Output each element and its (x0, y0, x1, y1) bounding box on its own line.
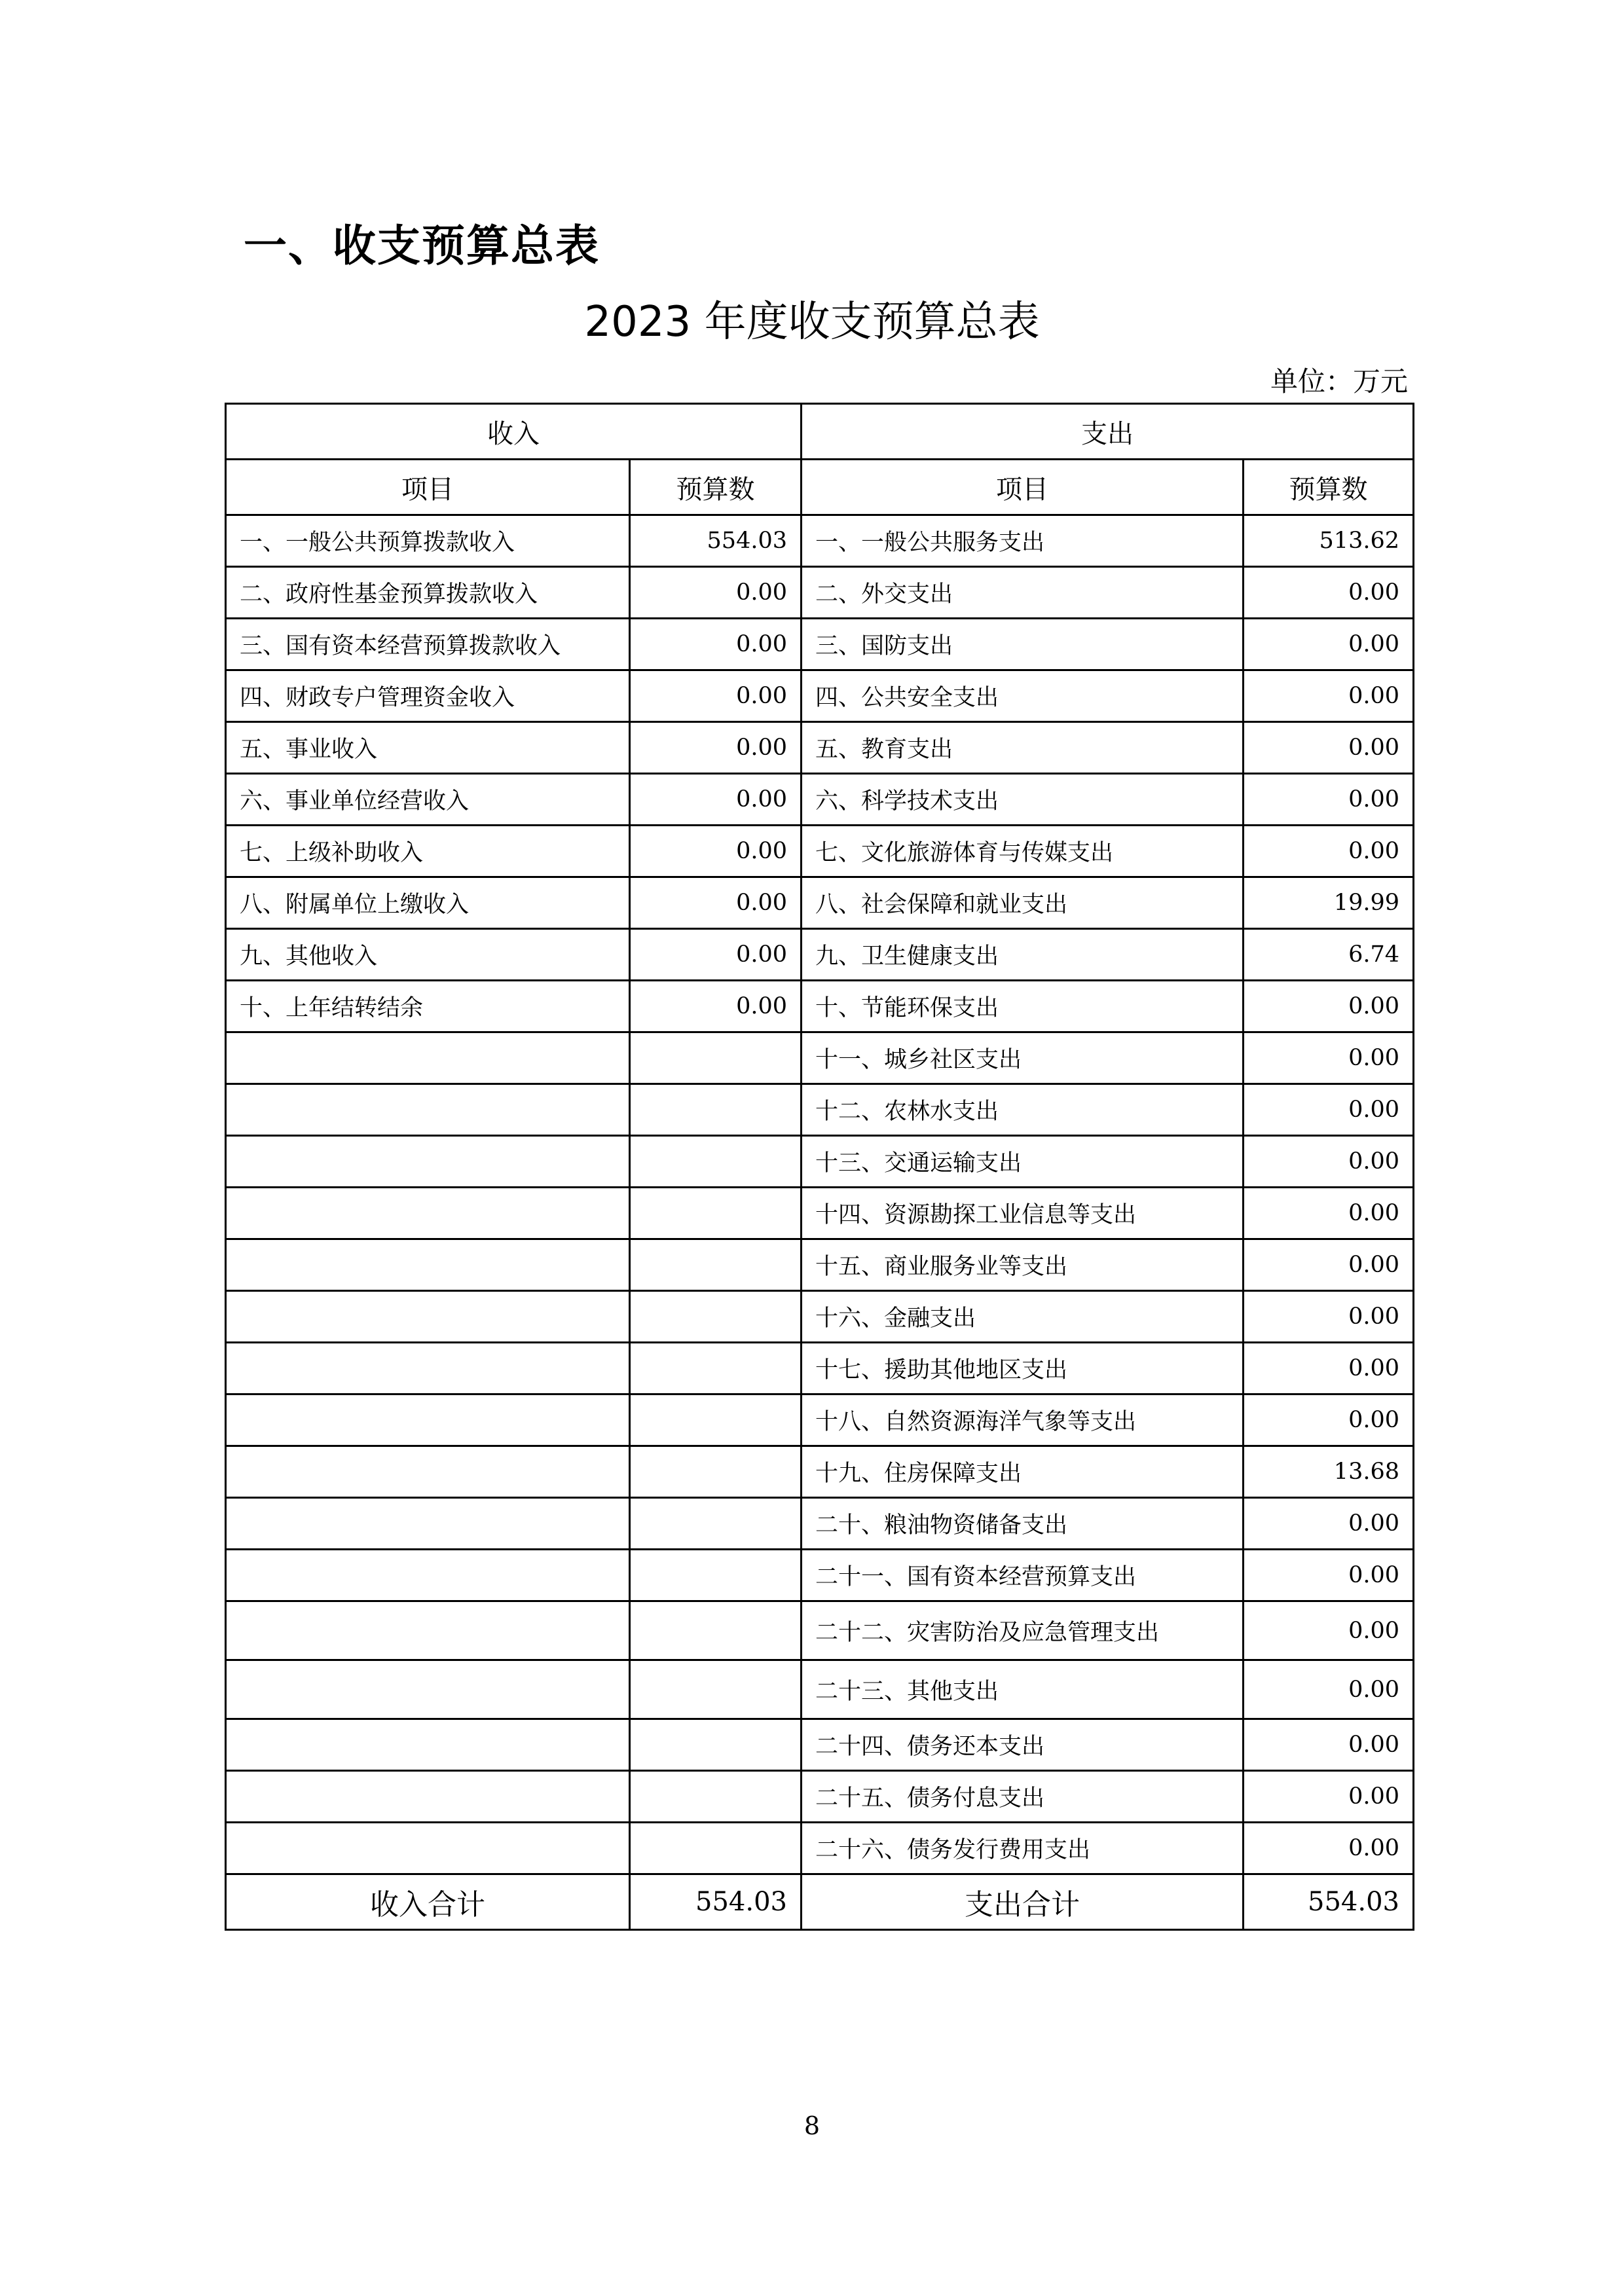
expense-value-cell: 0.00 (1244, 981, 1414, 1032)
table-row (226, 1446, 1414, 1498)
income-item-cell (226, 1394, 630, 1446)
expense-value-cell: 0.00 (1244, 619, 1414, 670)
income-value-cell (630, 1084, 802, 1136)
table-row (226, 567, 1414, 619)
income-value-cell (630, 1032, 802, 1084)
expense-total-value: 554.03 (1244, 1874, 1414, 1930)
income-item-cell: 八、附属单位上缴收入 (226, 877, 630, 929)
table-row (226, 1239, 1414, 1291)
expense-value-cell: 0.00 (1244, 826, 1414, 877)
table-row (226, 1601, 1414, 1660)
table-row (226, 1771, 1414, 1823)
table-row (226, 1550, 1414, 1601)
income-item-cell: 五、事业收入 (226, 722, 630, 774)
group-header-row (226, 404, 1414, 460)
expense-value-cell: 0.00 (1244, 1188, 1414, 1239)
income-value-cell (630, 1823, 802, 1874)
expense-value-cell: 0.00 (1244, 722, 1414, 774)
income-value-cell (630, 1394, 802, 1446)
income-item-cell (226, 1719, 630, 1771)
expense-item-cell: 十四、资源勘探工业信息等支出 (802, 1188, 1244, 1239)
expense-value-cell: 0.00 (1244, 1394, 1414, 1446)
income-item-cell: 十、上年结转结余 (226, 981, 630, 1032)
table-row (226, 1823, 1414, 1874)
income-total-value: 554.03 (630, 1874, 802, 1930)
income-value-cell (630, 1719, 802, 1771)
expense-value-cell: 6.74 (1244, 929, 1414, 981)
income-item-cell: 九、其他收入 (226, 929, 630, 981)
table-row (226, 929, 1414, 981)
income-item-cell (226, 1343, 630, 1394)
expense-item-header: 项目 (802, 460, 1244, 515)
expense-value-cell: 0.00 (1244, 1660, 1414, 1719)
income-value-cell (630, 1136, 802, 1188)
table-row (226, 670, 1414, 722)
income-value-cell (630, 1498, 802, 1550)
expense-total-label: 支出合计 (802, 1874, 1244, 1930)
expense-item-cell: 十七、援助其他地区支出 (802, 1343, 1244, 1394)
expense-item-cell: 十一、城乡社区支出 (802, 1032, 1244, 1084)
income-item-header: 项目 (226, 460, 630, 515)
income-value-cell (630, 1601, 802, 1660)
income-value-cell (630, 1550, 802, 1601)
expense-value-cell: 513.62 (1244, 515, 1414, 567)
expense-item-cell: 二十一、国有资本经营预算支出 (802, 1550, 1244, 1601)
expense-item-cell: 十八、自然资源海洋气象等支出 (802, 1394, 1244, 1446)
income-value-cell: 0.00 (630, 619, 802, 670)
expense-item-cell: 二十四、债务还本支出 (802, 1719, 1244, 1771)
expense-value-cell: 0.00 (1244, 1771, 1414, 1823)
table-row (226, 1498, 1414, 1550)
expense-item-cell: 四、公共安全支出 (802, 670, 1244, 722)
expense-value-cell: 0.00 (1244, 1136, 1414, 1188)
table-row (226, 1719, 1414, 1771)
expense-value-cell: 0.00 (1244, 670, 1414, 722)
expense-item-cell: 二十二、灾害防治及应急管理支出 (802, 1601, 1244, 1660)
income-value-cell: 0.00 (630, 826, 802, 877)
expense-item-cell: 二十六、债务发行费用支出 (802, 1823, 1244, 1874)
expense-value-cell: 0.00 (1244, 1823, 1414, 1874)
expense-item-cell: 五、教育支出 (802, 722, 1244, 774)
income-item-cell: 四、财政专户管理资金收入 (226, 670, 630, 722)
income-item-cell: 七、上级补助收入 (226, 826, 630, 877)
expense-value-cell: 0.00 (1244, 774, 1414, 826)
table-title: 2023 年度收支预算总表 (584, 298, 1040, 346)
income-item-cell: 三、国有资本经营预算拨款收入 (226, 619, 630, 670)
table-row (226, 877, 1414, 929)
expense-item-cell: 七、文化旅游体育与传媒支出 (802, 826, 1244, 877)
income-value-cell: 0.00 (630, 670, 802, 722)
expense-value-cell: 13.68 (1244, 1446, 1414, 1498)
income-value-cell: 0.00 (630, 722, 802, 774)
expense-value-cell: 0.00 (1244, 1343, 1414, 1394)
page-number: 8 (803, 2111, 821, 2140)
income-item-cell (226, 1188, 630, 1239)
income-item-cell (226, 1084, 630, 1136)
income-item-cell (226, 1771, 630, 1823)
income-item-cell (226, 1239, 630, 1291)
table-row (226, 1084, 1414, 1136)
expense-item-cell: 二、外交支出 (802, 567, 1244, 619)
expense-value-cell: 0.00 (1244, 1498, 1414, 1550)
income-item-cell: 二、政府性基金预算拨款收入 (226, 567, 630, 619)
expense-item-cell: 十、节能环保支出 (802, 981, 1244, 1032)
table-row (226, 1343, 1414, 1394)
table-row (226, 1032, 1414, 1084)
budget-summary-table (225, 403, 1414, 1931)
expense-item-cell: 八、社会保障和就业支出 (802, 877, 1244, 929)
income-value-cell: 0.00 (630, 981, 802, 1032)
income-value-cell: 554.03 (630, 515, 802, 567)
column-header-row (226, 460, 1414, 515)
income-item-cell (226, 1550, 630, 1601)
expense-item-cell: 十五、商业服务业等支出 (802, 1239, 1244, 1291)
expense-value-cell: 0.00 (1244, 1032, 1414, 1084)
income-item-cell (226, 1823, 630, 1874)
income-item-cell: 六、事业单位经营收入 (226, 774, 630, 826)
expense-item-cell: 六、科学技术支出 (802, 774, 1244, 826)
income-item-cell (226, 1032, 630, 1084)
expense-value-cell: 0.00 (1244, 567, 1414, 619)
table-row (226, 515, 1414, 567)
income-item-cell: 一、一般公共预算拨款收入 (226, 515, 630, 567)
table-row (226, 981, 1414, 1032)
expense-value-cell: 0.00 (1244, 1550, 1414, 1601)
income-value-cell: 0.00 (630, 929, 802, 981)
table-row (226, 1660, 1414, 1719)
table-row (226, 1136, 1414, 1188)
expense-item-cell: 十六、金融支出 (802, 1291, 1244, 1343)
table-row (226, 1291, 1414, 1343)
expense-item-cell: 二十五、债务付息支出 (802, 1771, 1244, 1823)
income-value-cell (630, 1343, 802, 1394)
income-value-cell: 0.00 (630, 774, 802, 826)
income-value-cell (630, 1291, 802, 1343)
table-row (226, 722, 1414, 774)
table-row (226, 1188, 1414, 1239)
table-row (226, 774, 1414, 826)
income-item-cell (226, 1601, 630, 1660)
income-value-cell (630, 1446, 802, 1498)
table-row (226, 826, 1414, 877)
expense-group-header: 支出 (802, 404, 1414, 460)
table-row (226, 619, 1414, 670)
income-value-cell (630, 1239, 802, 1291)
section-heading: 一、收支预算总表 (244, 221, 600, 271)
income-value-cell: 0.00 (630, 877, 802, 929)
expense-value-cell: 0.00 (1244, 1239, 1414, 1291)
income-item-cell (226, 1291, 630, 1343)
income-item-cell (226, 1136, 630, 1188)
expense-item-cell: 十三、交通运输支出 (802, 1136, 1244, 1188)
expense-value-cell: 0.00 (1244, 1719, 1414, 1771)
expense-item-cell: 三、国防支出 (802, 619, 1244, 670)
income-value-cell (630, 1188, 802, 1239)
expense-item-cell: 二十三、其他支出 (802, 1660, 1244, 1719)
total-row (226, 1874, 1414, 1930)
income-value-cell (630, 1660, 802, 1719)
table-row (226, 1394, 1414, 1446)
income-item-cell (226, 1498, 630, 1550)
expense-item-cell: 十九、住房保障支出 (802, 1446, 1244, 1498)
expense-budget-header: 预算数 (1244, 460, 1414, 515)
expense-value-cell: 0.00 (1244, 1601, 1414, 1660)
income-group-header: 收入 (226, 404, 802, 460)
expense-item-cell: 九、卫生健康支出 (802, 929, 1244, 981)
expense-value-cell: 0.00 (1244, 1084, 1414, 1136)
expense-value-cell: 0.00 (1244, 1291, 1414, 1343)
expense-item-cell: 十二、农林水支出 (802, 1084, 1244, 1136)
income-value-cell: 0.00 (630, 567, 802, 619)
income-budget-header: 预算数 (630, 460, 802, 515)
expense-item-cell: 一、一般公共服务支出 (802, 515, 1244, 567)
income-total-label: 收入合计 (226, 1874, 630, 1930)
expense-item-cell: 二十、粮油物资储备支出 (802, 1498, 1244, 1550)
income-value-cell (630, 1771, 802, 1823)
unit-label: 单位：万元 (1270, 365, 1408, 397)
income-item-cell (226, 1446, 630, 1498)
expense-value-cell: 19.99 (1244, 877, 1414, 929)
income-item-cell (226, 1660, 630, 1719)
